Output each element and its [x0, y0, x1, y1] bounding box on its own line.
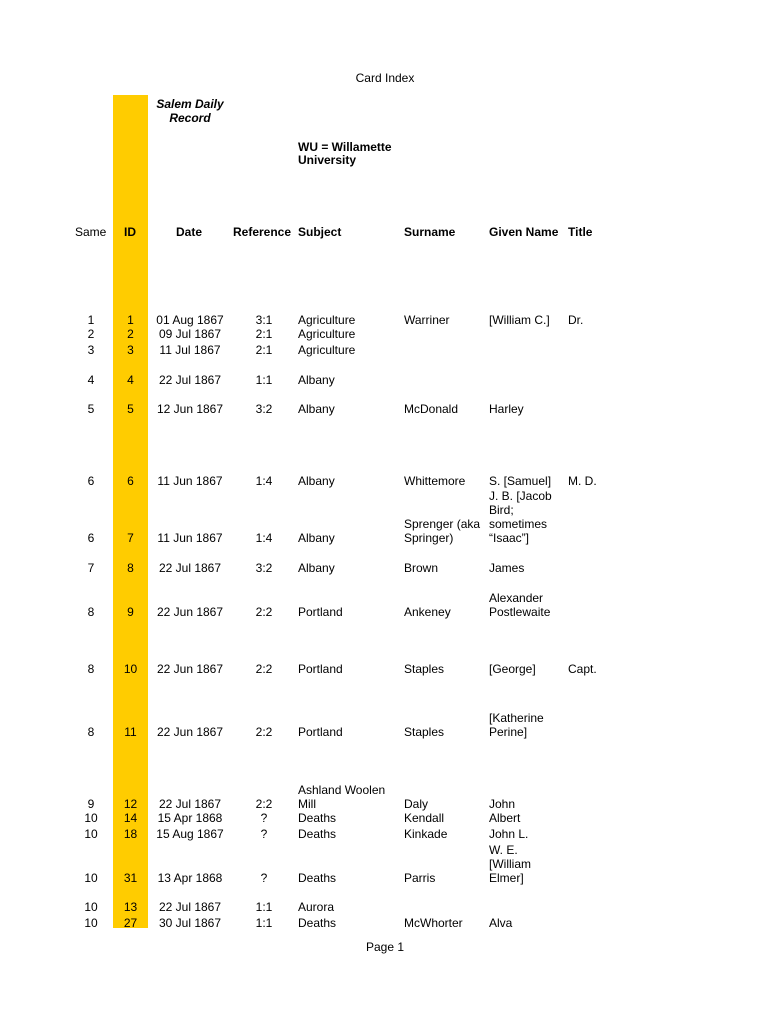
cell-same: 10: [84, 871, 98, 885]
source-title: Salem Daily Record: [156, 97, 224, 125]
cell-id: 11: [124, 725, 137, 739]
cell-same: 10: [84, 900, 98, 914]
cell-same: 7: [87, 561, 95, 575]
cell-reference: ?: [260, 827, 268, 841]
cell-given-name-line: Elmer]: [489, 871, 524, 885]
cell-surname-line: McDonald: [404, 402, 459, 416]
cell-same: 9: [87, 797, 95, 811]
cell-given-name: [489, 313, 550, 327]
cell-subject-line: Aurora: [298, 900, 335, 914]
cell-reference: 3:2: [255, 561, 273, 575]
cell-subject-line: Agriculture: [298, 343, 356, 357]
cell-given-name-line: John L.: [489, 827, 529, 841]
cell-surname-line: Sprenger (aka: [404, 517, 481, 531]
cell-given-name-line: sometimes: [489, 517, 548, 531]
cell-date: 09 Jul 1867: [158, 327, 222, 341]
cell-date: 11 Jun 1867: [157, 531, 223, 545]
cell-subject: [298, 725, 343, 739]
cell-id: 13: [123, 900, 138, 914]
cell-id: 10: [123, 662, 138, 676]
cell-subject-line: Albany: [298, 561, 335, 575]
cell-id: 3: [127, 343, 134, 357]
cell-date: 22 Jul 1867: [158, 900, 222, 914]
cell-subject-line: Mill: [298, 797, 316, 811]
cell-surname: [404, 916, 463, 930]
cell-id: 12: [123, 797, 138, 811]
cell-subject-line: Portland: [298, 605, 343, 619]
cell-given-name: [489, 561, 524, 575]
cell-same: 10: [84, 827, 98, 841]
table-row: [0, 843, 770, 885]
cell-same: 6: [87, 474, 95, 488]
cell-surname-line: McWhorter: [404, 916, 463, 930]
table-row: [0, 900, 770, 914]
cell-subject-line: Albany: [298, 373, 335, 387]
cell-reference: 1:1: [255, 916, 273, 930]
cell-subject-line: Albany: [298, 531, 335, 545]
cell-subject: [298, 373, 335, 387]
cell-given-name: [489, 402, 524, 416]
cell-given-name-line: James: [489, 561, 525, 575]
cell-subject-line: Albany: [298, 474, 335, 488]
cell-reference: 2:2: [255, 797, 273, 811]
cell-subject-line: Deaths: [298, 827, 337, 841]
table-row: [0, 313, 770, 327]
cell-subject-line: Albany: [298, 402, 335, 416]
cell-surname: [404, 517, 480, 545]
cell-subject-line: Agriculture: [298, 313, 356, 327]
table-row: [0, 591, 770, 619]
cell-subject: [298, 402, 335, 416]
cell-title: Dr.: [568, 313, 584, 327]
header-id: ID: [124, 225, 136, 239]
cell-subject-line: Portland: [298, 725, 343, 739]
cell-date: 15 Apr 1868: [157, 811, 223, 825]
header-given-name: Given Name: [489, 225, 559, 239]
cell-date: 22 Jul 1867: [158, 373, 222, 387]
table-row: [0, 489, 770, 545]
cell-id: 31: [123, 871, 138, 885]
cell-reference: 2:1: [255, 327, 273, 341]
cell-date: 01 Aug 1867: [156, 313, 224, 327]
cell-date: 30 Jul 1867: [158, 916, 222, 930]
cell-same: 3: [87, 343, 95, 357]
cell-date: 13 Apr 1868: [157, 871, 223, 885]
cell-given-name-line: [George]: [489, 662, 536, 676]
cell-given-name: [489, 843, 531, 885]
cell-reference: ?: [260, 811, 268, 825]
cell-date: 22 Jun 1867: [156, 662, 224, 676]
cell-given-name-line: [William: [489, 857, 531, 871]
header-date: Date: [176, 225, 203, 239]
cell-date: 12 Jun 1867: [156, 402, 224, 416]
abbreviation-note: WU = Willamette University: [298, 140, 392, 167]
table-row: [0, 327, 770, 341]
cell-same: 8: [87, 725, 95, 739]
cell-given-name-line: Bird;: [489, 503, 514, 517]
cell-surname: [404, 474, 465, 488]
cell-reference: 2:1: [255, 343, 273, 357]
cell-id: 8: [127, 561, 134, 575]
table-row: [0, 827, 770, 841]
cell-given-name: [489, 827, 528, 841]
cell-surname-line: Kinkade: [404, 827, 448, 841]
cell-surname-line: Springer): [404, 531, 454, 545]
cell-same: 10: [84, 916, 98, 930]
cell-subject: [298, 327, 355, 341]
cell-surname-line: Brown: [404, 561, 439, 575]
cell-reference: 1:1: [255, 900, 273, 914]
cell-given-name-line: Postlewaite: [489, 605, 551, 619]
cell-same: 10: [84, 811, 98, 825]
cell-date: 15 Aug 1867: [156, 827, 224, 841]
cell-id: 9: [127, 605, 134, 619]
cell-reference: 2:2: [255, 662, 273, 676]
cell-reference: ?: [260, 871, 268, 885]
table-row: [0, 373, 770, 387]
cell-given-name: [489, 662, 536, 676]
cell-given-name-line: John: [489, 797, 516, 811]
cell-same: 8: [87, 662, 95, 676]
cell-given-name: [489, 797, 515, 811]
table-row: [0, 916, 770, 930]
table-row: [0, 811, 770, 825]
cell-id: 1: [127, 313, 134, 327]
cell-subject: [298, 811, 336, 825]
table-row: [0, 711, 770, 739]
cell-surname-line: Kendall: [404, 811, 445, 825]
cell-surname-line: Staples: [404, 662, 445, 676]
cell-date: 22 Jul 1867: [158, 561, 222, 575]
cell-subject: [298, 474, 335, 488]
cell-given-name-line: “Isaac”]: [489, 531, 530, 545]
cell-same: 1: [87, 313, 95, 327]
cell-title: Capt.: [568, 662, 597, 676]
cell-subject: [298, 662, 343, 676]
cell-subject: [298, 916, 336, 930]
cell-subject: [298, 531, 335, 545]
cell-date: 22 Jun 1867: [156, 725, 224, 739]
cell-surname-line: Warriner: [404, 313, 450, 327]
cell-subject-line: Ashland Woolen: [298, 783, 386, 797]
header-reference: Reference: [233, 225, 292, 239]
cell-given-name-line: Alexander: [489, 591, 544, 605]
cell-given-name-line: [Katherine: [489, 711, 544, 725]
cell-surname-line: Staples: [404, 725, 445, 739]
cell-reference: 1:4: [255, 531, 273, 545]
cell-same: 4: [87, 373, 95, 387]
cell-surname-line: Daly: [404, 797, 429, 811]
cell-given-name-line: [William C.]: [489, 313, 550, 327]
cell-subject: [298, 827, 336, 841]
cell-surname: [404, 313, 450, 327]
cell-given-name: [489, 474, 551, 488]
cell-reference: 3:2: [255, 402, 273, 416]
cell-title: M. D.: [568, 474, 597, 488]
cell-same: 6: [87, 531, 95, 545]
cell-id: 2: [127, 327, 134, 341]
cell-date: 11 Jul 1867: [159, 343, 221, 357]
cell-surname: [404, 871, 435, 885]
cell-given-name: [489, 811, 520, 825]
cell-given-name-line: Harley: [489, 402, 524, 416]
cell-surname-line: Whittemore: [404, 474, 466, 488]
table-row: [0, 662, 770, 676]
cell-subject-line: Deaths: [298, 811, 337, 825]
cell-surname-line: Ankeney: [404, 605, 451, 619]
cell-date: 22 Jul 1867: [158, 797, 222, 811]
cell-surname: [404, 725, 444, 739]
cell-subject-line: Agriculture: [298, 327, 356, 341]
page-footer: Page 1: [365, 940, 405, 954]
cell-surname: [404, 605, 451, 619]
cell-id: 4: [127, 373, 134, 387]
page-title: Card Index: [355, 71, 415, 85]
cell-surname: [404, 797, 428, 811]
cell-reference: 1:4: [255, 474, 273, 488]
cell-subject: [298, 783, 385, 811]
cell-surname: [404, 827, 447, 841]
cell-given-name-line: Albert: [489, 811, 521, 825]
cell-given-name: [489, 489, 552, 545]
cell-given-name: [489, 916, 512, 930]
cell-reference: 2:2: [255, 725, 273, 739]
cell-id: 5: [127, 402, 134, 416]
cell-surname: [404, 561, 438, 575]
cell-reference: 2:2: [255, 605, 273, 619]
cell-subject: [298, 313, 355, 327]
cell-surname: [404, 662, 444, 676]
table-row: [0, 474, 770, 488]
cell-surname: [404, 402, 458, 416]
cell-surname: [404, 811, 444, 825]
cell-given-name-line: W. E.: [489, 843, 518, 857]
header-title: Title: [568, 225, 593, 239]
cell-id: 14: [123, 811, 138, 825]
cell-surname-line: Parris: [404, 871, 436, 885]
cell-same: 2: [87, 327, 95, 341]
cell-given-name-line: J. B. [Jacob: [489, 489, 552, 503]
cell-same: 5: [87, 402, 95, 416]
cell-id: 6: [127, 474, 134, 488]
cell-given-name-line: Alva: [489, 916, 513, 930]
cell-same: 8: [87, 605, 95, 619]
cell-date: 11 Jun 1867: [157, 474, 223, 488]
cell-subject: [298, 605, 343, 619]
cell-reference: 1:1: [255, 373, 273, 387]
cell-date: 22 Jun 1867: [156, 605, 224, 619]
header-subject: Subject: [298, 225, 342, 239]
cell-subject: [298, 343, 355, 357]
cell-given-name: [489, 591, 550, 619]
cell-subject-line: Deaths: [298, 916, 337, 930]
cell-subject-line: Deaths: [298, 871, 337, 885]
table-row: [0, 783, 770, 811]
table-row: [0, 343, 770, 357]
cell-reference: 3:1: [255, 313, 273, 327]
table-row: [0, 402, 770, 416]
header-same: Same: [75, 225, 107, 239]
cell-id: 18: [123, 827, 138, 841]
cell-subject-line: Portland: [298, 662, 343, 676]
cell-subject: [298, 561, 335, 575]
cell-given-name-line: S. [Samuel]: [489, 474, 552, 488]
header-surname: Surname: [404, 225, 456, 239]
cell-subject: [298, 871, 336, 885]
cell-subject: [298, 900, 334, 914]
cell-id: 7: [127, 531, 134, 545]
cell-given-name: [489, 711, 544, 739]
cell-given-name-line: Perine]: [489, 725, 528, 739]
cell-id: 27: [123, 916, 138, 930]
table-row: [0, 561, 770, 575]
